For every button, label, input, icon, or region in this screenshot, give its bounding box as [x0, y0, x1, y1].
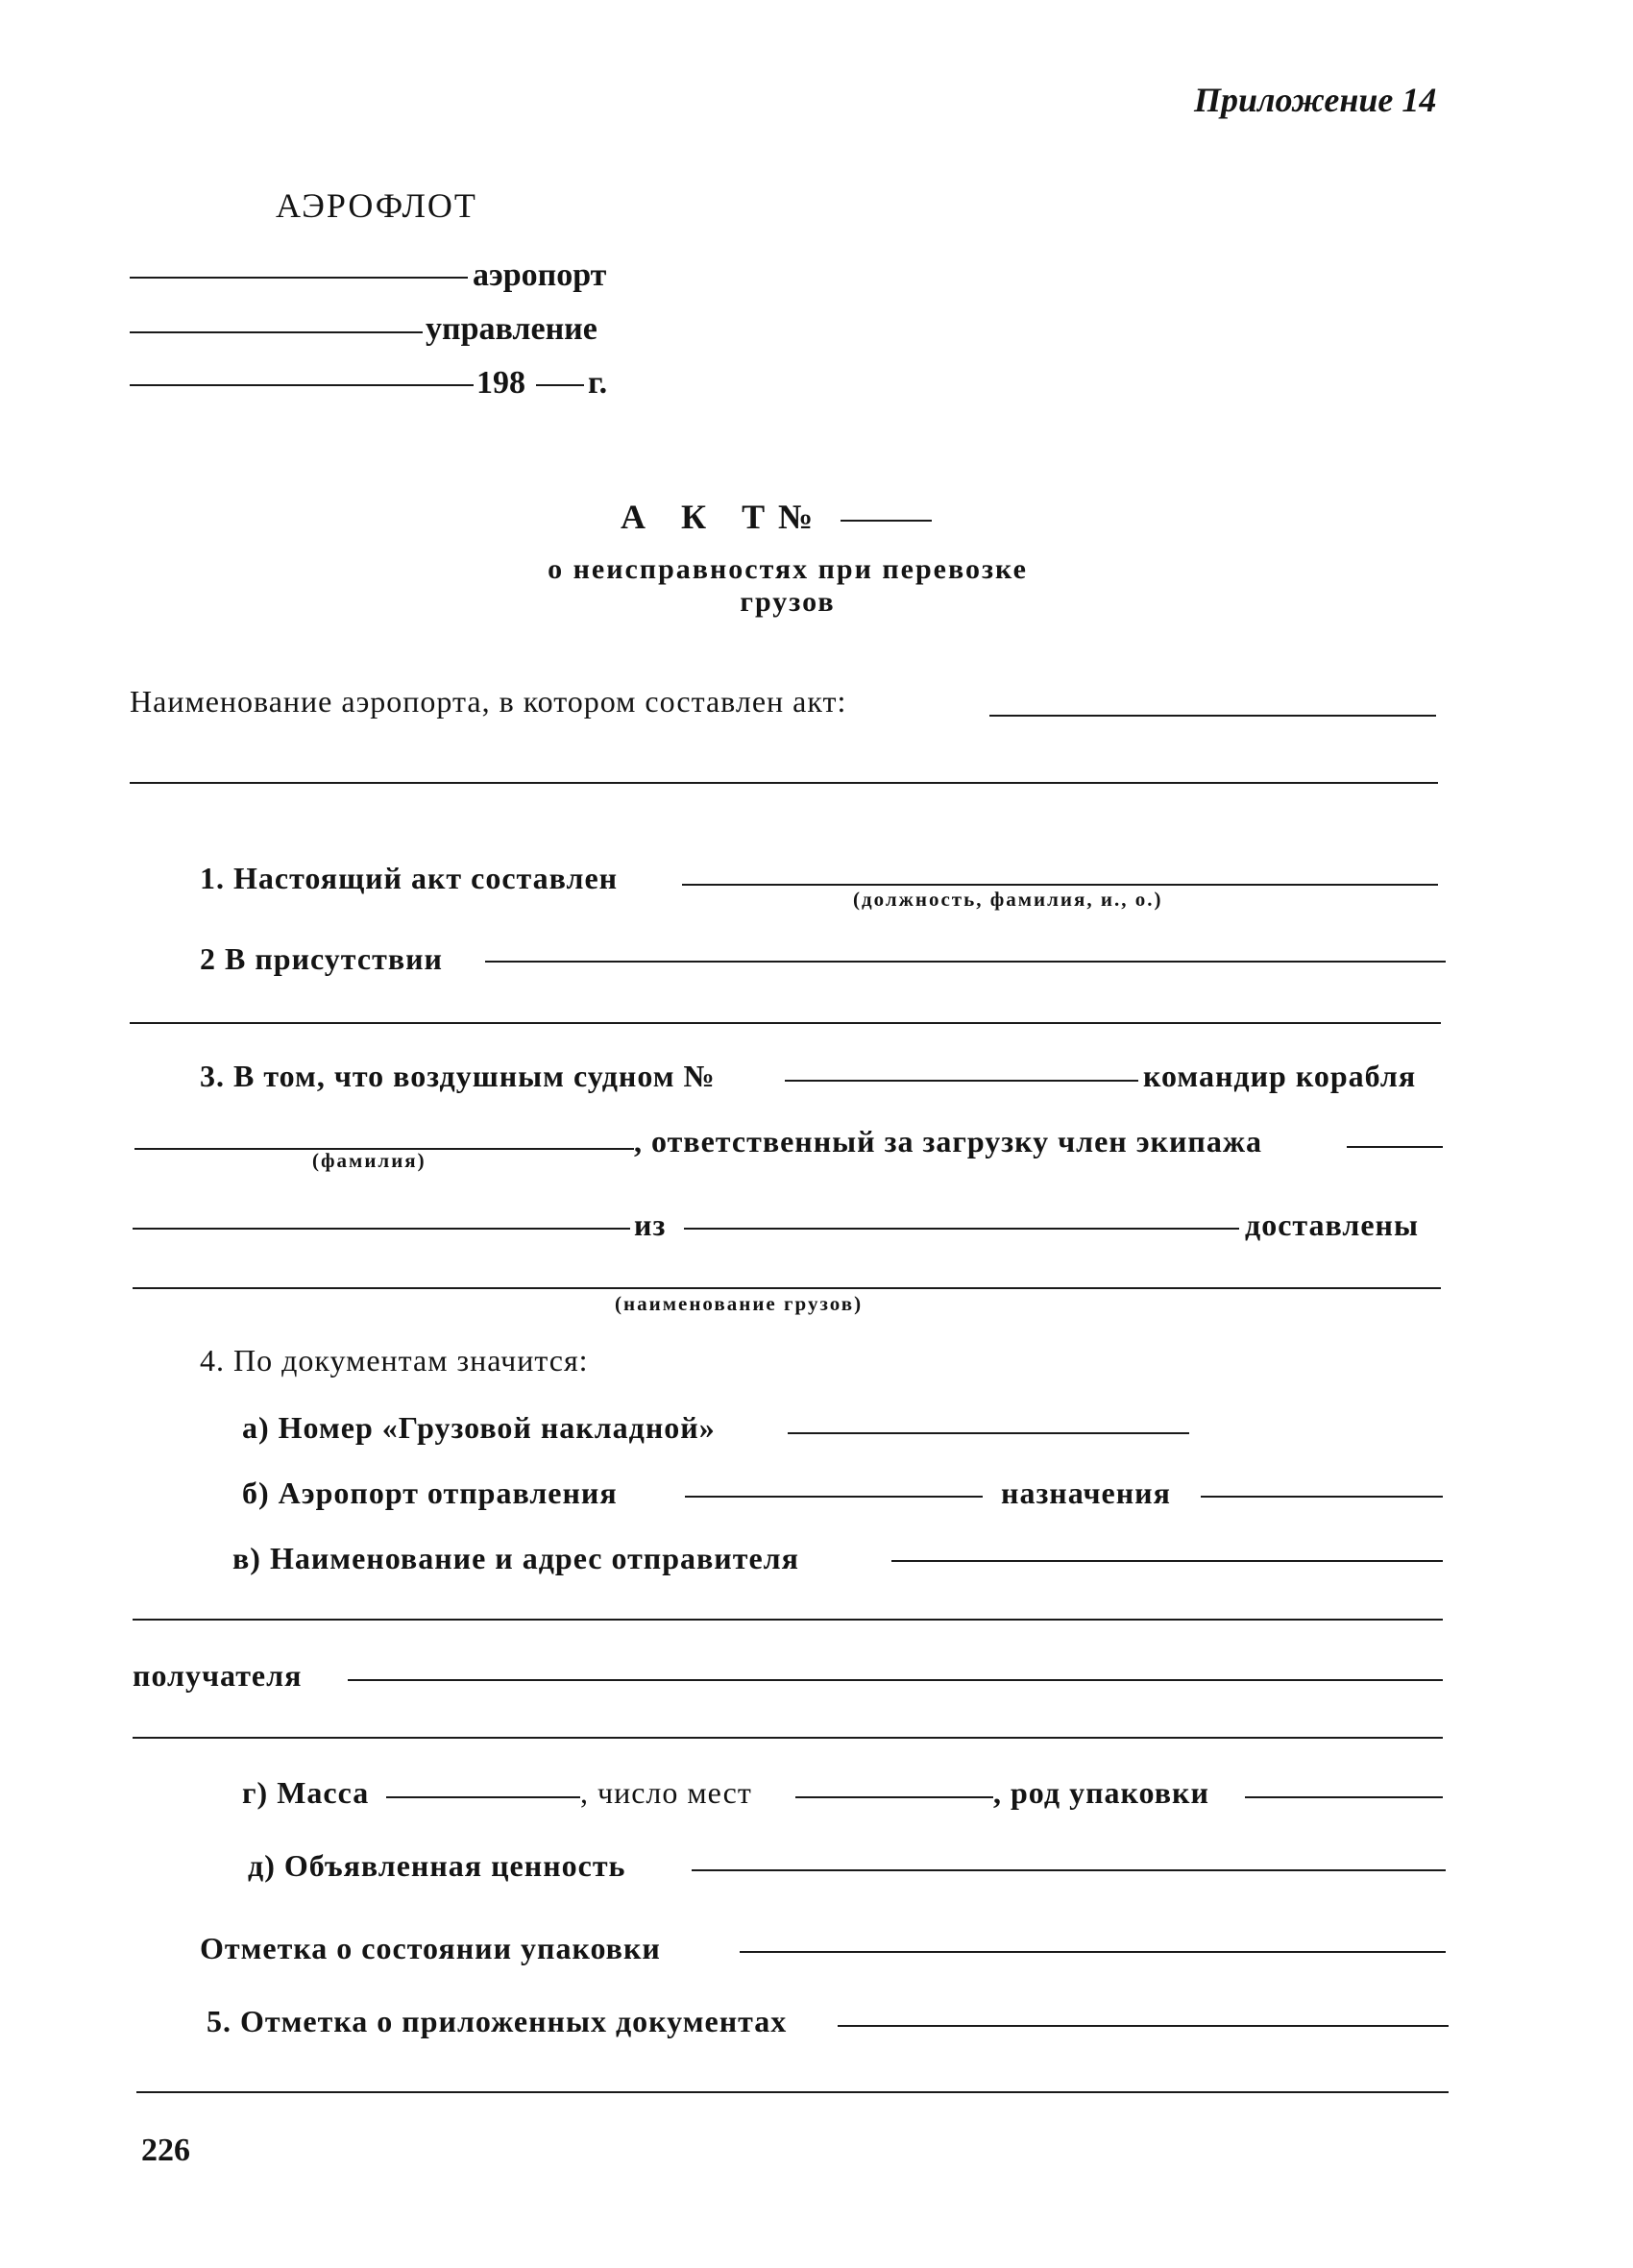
date-blank: [130, 384, 474, 386]
airport-name-blank-2: [130, 782, 1438, 784]
recipient-label: получателя: [133, 1658, 303, 1693]
delivered-label: доставлены: [1245, 1207, 1419, 1242]
sender-blank-2: [133, 1619, 1443, 1621]
act-number-sign: №: [778, 498, 827, 536]
attached-docs-blank-2: [136, 2091, 1449, 2093]
act-subtitle-line2: грузов: [740, 586, 836, 618]
declared-value-blank: [692, 1869, 1446, 1871]
recipient-blank-2: [133, 1737, 1443, 1739]
item2-label: 2 В присутствии: [200, 941, 443, 976]
cargo-name-blank: [133, 1287, 1441, 1289]
airport-name-blank: [989, 715, 1436, 717]
item2-blank: [485, 961, 1446, 963]
airport-label: аэропорт: [473, 257, 607, 293]
sender-blank: [891, 1560, 1443, 1562]
directorate-label: управление: [426, 311, 597, 347]
mass-label: г) Масса: [242, 1775, 370, 1810]
destination-label: назначения: [1001, 1475, 1171, 1510]
destination-airport-blank: [1201, 1496, 1443, 1498]
crew-member-label: , ответственный за загрузку член экипажа: [634, 1124, 1263, 1158]
item4b-label: б) Аэропорт отправления: [242, 1475, 618, 1510]
recipient-blank: [348, 1679, 1443, 1681]
crew-member-blank: [1347, 1146, 1443, 1148]
mass-blank: [386, 1796, 580, 1798]
item4v-label: в) Наименование и адрес отправителя: [232, 1541, 799, 1575]
packing-label: , род упаковки: [993, 1775, 1209, 1810]
airport-blank: [130, 277, 468, 279]
act-title: А К Т: [621, 498, 779, 536]
packing-state-label: Отметка о состоянии упаковки: [200, 1931, 661, 1965]
commander-label: командир корабля: [1143, 1059, 1417, 1093]
aircraft-number-blank: [785, 1080, 1138, 1082]
item1-label: 1. Настоящий акт составлен: [200, 861, 619, 895]
item4a-label: а) Номер «Грузовой накладной»: [242, 1410, 716, 1445]
places-label: , число мест: [580, 1775, 752, 1810]
item3-label: 3. В том, что воздушным судном №: [200, 1059, 716, 1093]
organization-name: АЭРОФЛОТ: [276, 186, 477, 225]
item5-label: 5. Отметка о приложенных документах: [207, 2004, 788, 2038]
waybill-number-blank: [788, 1432, 1189, 1434]
appendix-label: Приложение 14: [1194, 81, 1437, 119]
from-label: из: [634, 1207, 667, 1242]
attached-docs-blank: [838, 2025, 1449, 2027]
origin-blank: [133, 1228, 630, 1230]
places-blank: [795, 1796, 993, 1798]
airport-name-label: Наименование аэропорта, в котором составлен акт:: [130, 684, 847, 719]
act-number-blank: [841, 520, 932, 522]
packing-state-blank: [740, 1951, 1446, 1953]
year-prefix: 198: [476, 365, 525, 401]
destination-blank: [684, 1228, 1239, 1230]
page-number: 226: [141, 2133, 190, 2168]
item4-label: 4. По документам значится:: [200, 1343, 589, 1378]
item1-hint: (должность, фамилия, и., о.): [853, 888, 1163, 911]
year-blank: [536, 384, 584, 386]
declared-value-label: д) Объявленная ценность: [248, 1848, 626, 1883]
item2-blank-2: [130, 1022, 1441, 1024]
item1-blank: [682, 884, 1438, 886]
act-subtitle-line1: о неисправностях при перевозке: [548, 553, 1028, 585]
year-suffix: г.: [588, 365, 608, 401]
surname-hint: (фамилия): [312, 1149, 427, 1172]
directorate-blank: [130, 331, 423, 333]
departure-airport-blank: [685, 1496, 983, 1498]
cargo-hint: (наименование грузов): [615, 1292, 864, 1315]
packing-blank: [1245, 1796, 1443, 1798]
